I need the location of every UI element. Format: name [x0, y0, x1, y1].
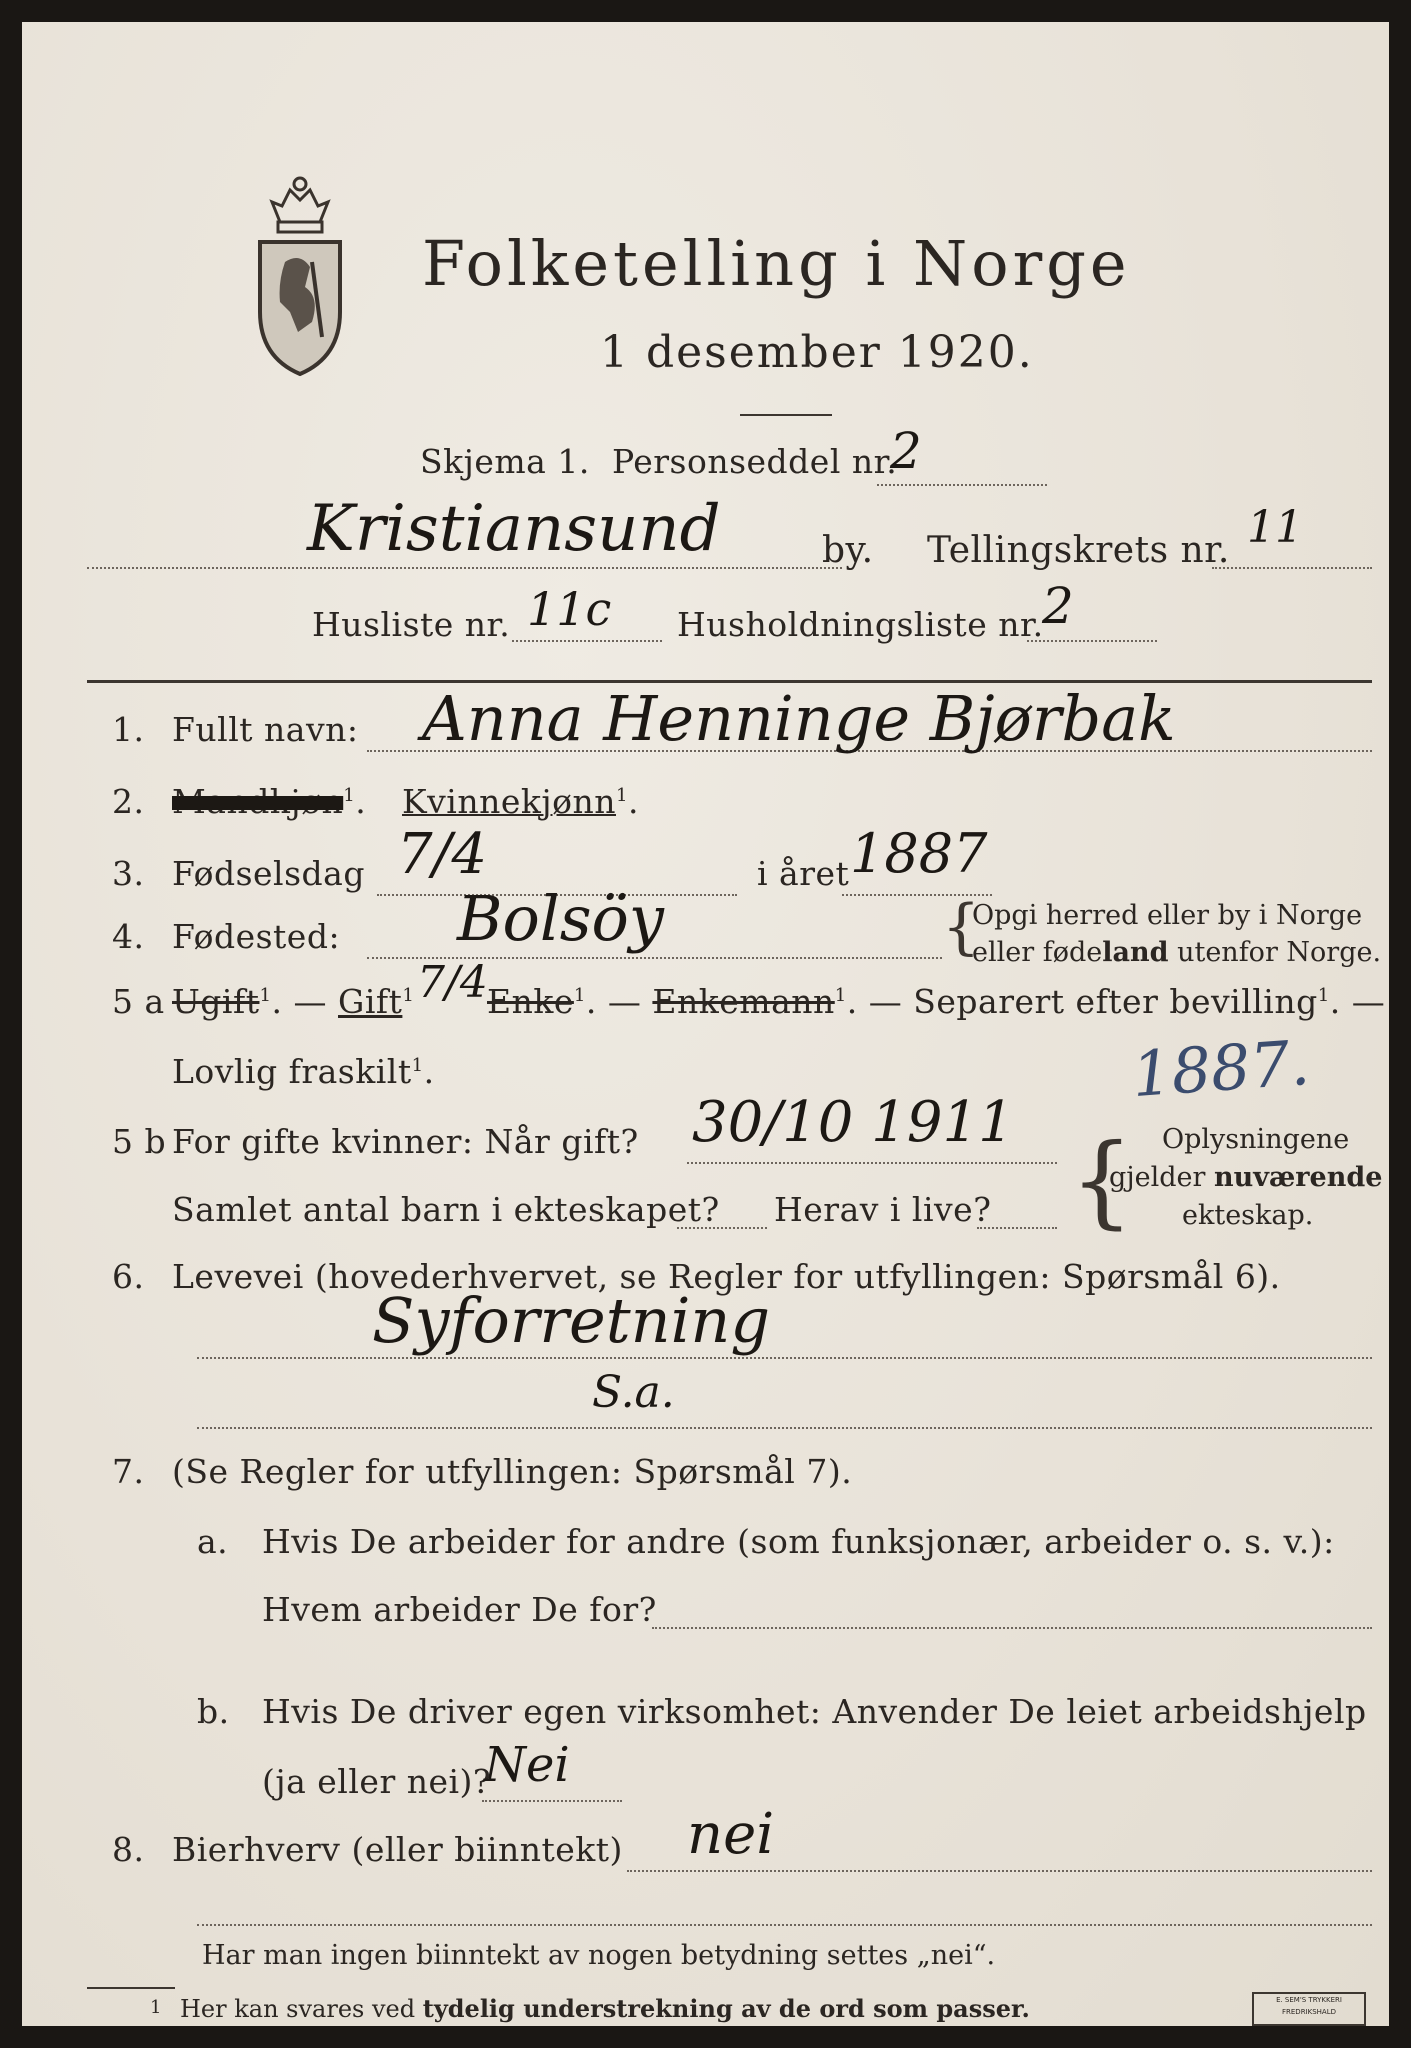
- city-value: Kristiansund: [307, 492, 721, 566]
- q5b-note-2a: gjelder: [1109, 1162, 1215, 1193]
- coat-of-arms-icon: [250, 162, 350, 382]
- barn-field[interactable]: [677, 1227, 767, 1229]
- q4-note-2b: land: [1102, 937, 1169, 968]
- barn-label: Samlet antal barn i ekteskapet?: [172, 1190, 720, 1229]
- marriage-date-value: 30/10 1911: [692, 1090, 1014, 1155]
- husliste-value: 11c: [527, 582, 612, 636]
- q8-label: Bierhverv (eller biinntekt): [172, 1830, 623, 1869]
- q4-note-2c: utenfor Norge.: [1168, 937, 1382, 968]
- marriage-date-field[interactable]: [687, 1162, 1057, 1164]
- form-date: 1 desember 1920.: [600, 327, 1034, 378]
- birth-year-value: 1887: [850, 822, 988, 885]
- q2-male: Mandkjøn$^1$.: [172, 782, 367, 821]
- nei-note: Har man ingen biinntekt av nogen betydning settes „nei“.: [202, 1940, 996, 1971]
- husholdning-field[interactable]: [1027, 640, 1157, 642]
- q1-number: 1.: [112, 710, 145, 749]
- fraskilt-option[interactable]: Lovlig fraskilt: [172, 1052, 412, 1091]
- gift-value: 7/4: [417, 957, 488, 1008]
- footnote-b: tydelig understrekning av de ord som passer.: [422, 1994, 1030, 2023]
- q4-number: 4.: [112, 917, 145, 956]
- q5b-note-3: ekteskap.: [1182, 1200, 1314, 1231]
- form-title: Folketelling i Norge: [422, 227, 1131, 300]
- q5b-note-2: [1109, 1162, 1382, 1193]
- q6-label: Levevei (hovederhvervet, se Regler for utfyllingen: Spørsmål 6).: [172, 1257, 1281, 1296]
- q5b-note-1: Oplysningene: [1162, 1124, 1350, 1155]
- q7a-text-2: Hvem arbeider De for?: [262, 1590, 657, 1629]
- q6-number: 6.: [112, 1257, 145, 1296]
- city-field[interactable]: [87, 567, 842, 569]
- ilive-label: Herav i live?: [774, 1190, 992, 1229]
- q5a-line: Ugift$^1$. — Gift$^1$: [172, 982, 415, 1021]
- q7b-letter: b.: [197, 1692, 230, 1731]
- census-form: [22, 22, 1389, 2026]
- female-option[interactable]: Kvinnekjønn: [402, 782, 616, 821]
- q3-label: Fødselsdag: [172, 854, 365, 893]
- q4-note-1: Opgi herred eller by i Norge: [972, 900, 1363, 931]
- q4-note-2: [972, 937, 1381, 968]
- footnote-rule: [87, 1987, 175, 1989]
- enke-option[interactable]: Enke: [487, 982, 574, 1021]
- q7b-text-2: (ja eller nei)?: [262, 1762, 492, 1801]
- q5a-number: 5 a: [112, 982, 165, 1021]
- q1-label: Fullt navn:: [172, 710, 359, 749]
- printer-line-1: E. SEM'S TRYKKERI: [1276, 1996, 1342, 2004]
- q5b-brace: {: [1070, 1122, 1134, 1239]
- husholdning-value: 2: [1042, 577, 1074, 635]
- side-income-value: nei: [687, 1802, 775, 1867]
- q4-note-2a: eller føde: [972, 937, 1103, 968]
- personseddel-value: 2: [890, 422, 922, 480]
- skjema-label: Skjema 1.: [420, 442, 590, 481]
- q5b-number: 5 b: [112, 1122, 167, 1161]
- footnote-a: Her kan svares ved: [180, 1995, 423, 2023]
- footnote-number: 1: [150, 1997, 162, 2018]
- q7a-text: Hvis De arbeider for andre (som funksjonær, arbeider o. s. v.):: [262, 1522, 1335, 1561]
- tellingskrets-field[interactable]: [1212, 567, 1372, 569]
- livelihood-field-1[interactable]: [197, 1357, 1372, 1359]
- full-name-value: Anna Henninge Bjørbak: [422, 682, 1176, 755]
- livelihood-field-2[interactable]: [197, 1427, 1372, 1429]
- printer-line-2: FREDRIKSHALD: [1281, 2008, 1336, 2016]
- livelihood-value-1: Syforretning: [372, 1284, 771, 1357]
- q7-number: 7.: [112, 1452, 145, 1491]
- hired-help-field[interactable]: [482, 1800, 622, 1802]
- birthday-value: 7/4: [397, 822, 488, 887]
- ugift-option[interactable]: Ugift: [172, 982, 260, 1021]
- by-label: by.: [822, 530, 874, 571]
- q5b-note-2b: nuværende: [1214, 1162, 1383, 1193]
- q2-female: Kvinnekjønn$^1$.: [402, 782, 640, 821]
- printer-stamp: [1252, 1992, 1366, 2026]
- tellingskrets-value: 11: [1247, 502, 1303, 553]
- male-option[interactable]: Mandkjøn: [172, 782, 344, 821]
- q7-label: (Se Regler for utfyllingen: Spørsmål 7).: [172, 1452, 853, 1491]
- birthplace-value: Bolsöy: [457, 882, 664, 955]
- q8-number: 8.: [112, 1830, 145, 1869]
- employer-field[interactable]: [652, 1627, 1372, 1629]
- margin-note: 1887.: [1129, 1025, 1312, 1112]
- husliste-label: Husliste nr.: [312, 605, 511, 644]
- ilive-field[interactable]: [977, 1227, 1057, 1229]
- q2-number: 2.: [112, 782, 145, 821]
- hired-help-value: Nei: [484, 1737, 570, 1793]
- title-rule: [740, 414, 832, 416]
- q4-label: Fødested:: [172, 917, 341, 956]
- q4-brace: {: [942, 892, 981, 962]
- personseddel-field[interactable]: [877, 484, 1047, 486]
- q7b-text: Hvis De driver egen virksomhet: Anvender De leiet arbeidshjelp: [262, 1692, 1367, 1731]
- enkemann-option[interactable]: Enkemann: [652, 982, 835, 1021]
- husholdning-label: Husholdningsliste nr.: [677, 605, 1044, 644]
- gift-option[interactable]: Gift: [338, 982, 403, 1021]
- q5b-label: For gifte kvinner: Når gift?: [172, 1122, 639, 1161]
- side-income-field[interactable]: [627, 1870, 1372, 1872]
- personseddel-label: Personseddel nr.: [612, 442, 898, 481]
- q5a-line-2: Enke$^1$. — Enkemann$^1$. — Separert efter bevilling$^1$. —: [487, 982, 1386, 1021]
- q3-year-label: i året: [757, 854, 850, 893]
- q7a-letter: a.: [197, 1522, 229, 1561]
- separert-option[interactable]: Separert efter bevilling: [913, 982, 1318, 1021]
- livelihood-value-2: S.a.: [592, 1367, 675, 1418]
- tellingskrets-label: Tellingskrets nr.: [927, 530, 1230, 571]
- q3-number: 3.: [112, 854, 145, 893]
- fraskilt-line: Lovlig fraskilt$^1$.: [172, 1052, 435, 1091]
- side-income-field-2[interactable]: [197, 1924, 1372, 1926]
- husliste-field[interactable]: [512, 640, 662, 642]
- footnote: [180, 1994, 1030, 2023]
